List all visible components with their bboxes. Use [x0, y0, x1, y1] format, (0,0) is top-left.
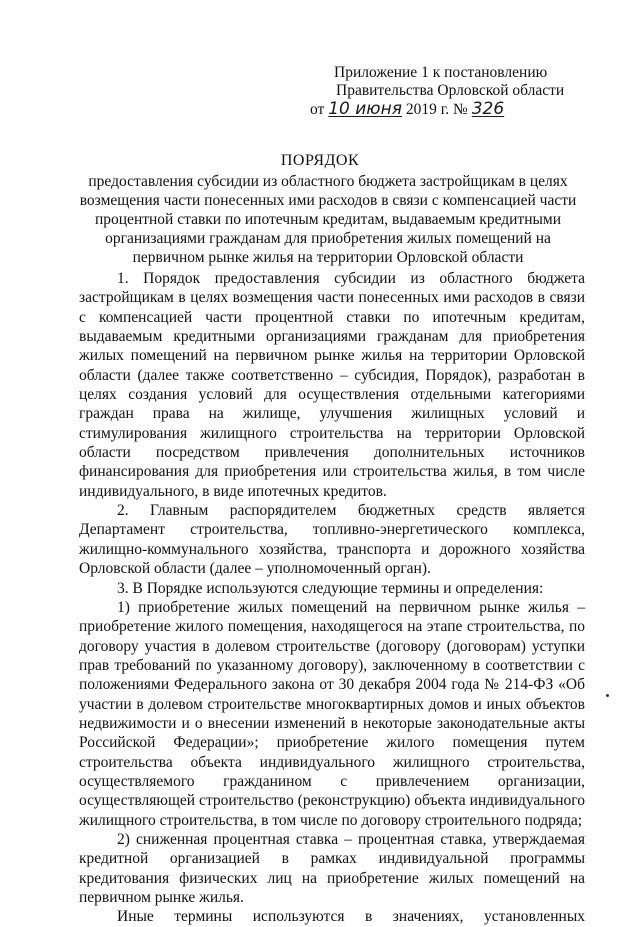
approval-year-number: 2019 г. №: [405, 101, 468, 118]
approval-prefix: от: [310, 101, 325, 118]
approval-line-3: [300, 100, 620, 119]
approval-number-handwritten: 326: [471, 99, 505, 119]
document-title: ПОРЯДОК: [280, 152, 360, 169]
approval-date-handwritten: 10 июня: [328, 99, 402, 119]
paragraph-continued: Иные термины используются в значениях, установленных: [117, 908, 585, 926]
paragraph-2: 2. Главным распорядителем бюджетных средств является Департамент строительства, топливно-энергетического комплекса, жилищно-коммунального хозяйства, транспорта и дорожного хозяйства Орловской области (далее – уполномоченный орган).: [79, 502, 585, 578]
paragraph-3: 3. В Порядке используются следующие термины и определения:: [117, 579, 544, 597]
scan-dot: [606, 694, 609, 697]
approval-line-1: Приложение 1 к постановлению: [334, 64, 548, 81]
paragraph-3-item-2: 2) сниженная процентная ставка – процентная ставка, утверждаемая кредитной организацией в рамках индивидуальной программы кредитования физических лиц на приобретение жилых помещений на первичном рынке жилья.: [79, 830, 585, 906]
approval-line-2: Правительства Орловской области: [336, 82, 565, 99]
approval-stamp-block: [300, 64, 620, 119]
document-body: [79, 269, 585, 927]
paragraph-3-item-1: 1) приобретение жилых помещений на первичном рынке жилья – приобретение жилого помещения, находящегося на этапе строительства, по договору участия в долевом строительстве (договору (договорам) уступки прав требований по указанному договору), заключенному в соответствии с положениями Федерального закона от 30 декабря 2004 года № 214-ФЗ «Об участии в долевом строительстве многоквартирных домов и иных объектов недвижимости и о внесении изменений в некоторые законодательные акты Российской Федерации»; приобретение жилого помещения путем строительства объекта индивидуального жилищного строительства, осуществляемого гражданином с привлечением организации, осуществляющей строительство (реконструкцию) объекта индивидуального жилищного строительства, в том числе по договору строительного подряда;: [79, 598, 585, 829]
paragraph-1: 1. Порядок предоставления субсидии из областного бюджета застройщикам в целях возмещения части понесенных ими расходов в связи с компенсацией части процентной ставки по ипотечным кредитам, выдаваемым кредитными организациями гражданам для приобретения жилых помещений на первичном рынке жилья на территории Орловской области (далее также соответственно – субсидия, Порядок), разработан в целях создания условий для осуществления отдельными категориями граждан права на жилище, улучшения жилищных условий и стимулирования жилищного строительства на территории Орловской области посредством привлечения дополнительных источников финансирования для приобретения или строительства жилья, в том числе индивидуального, в виде ипотечных кредитов.: [79, 270, 585, 500]
document-subtitle: предоставления субсидии из областного бюджета застройщикам в целях возмещения части понесенных ими расходов в связи с компенсацией части процентной ставки по ипотечным кредитам, выдаваемым кредитными организациями гражданам для приобретения жилых помещений на первичном рынке жилья на территории Орловской области: [79, 173, 577, 266]
